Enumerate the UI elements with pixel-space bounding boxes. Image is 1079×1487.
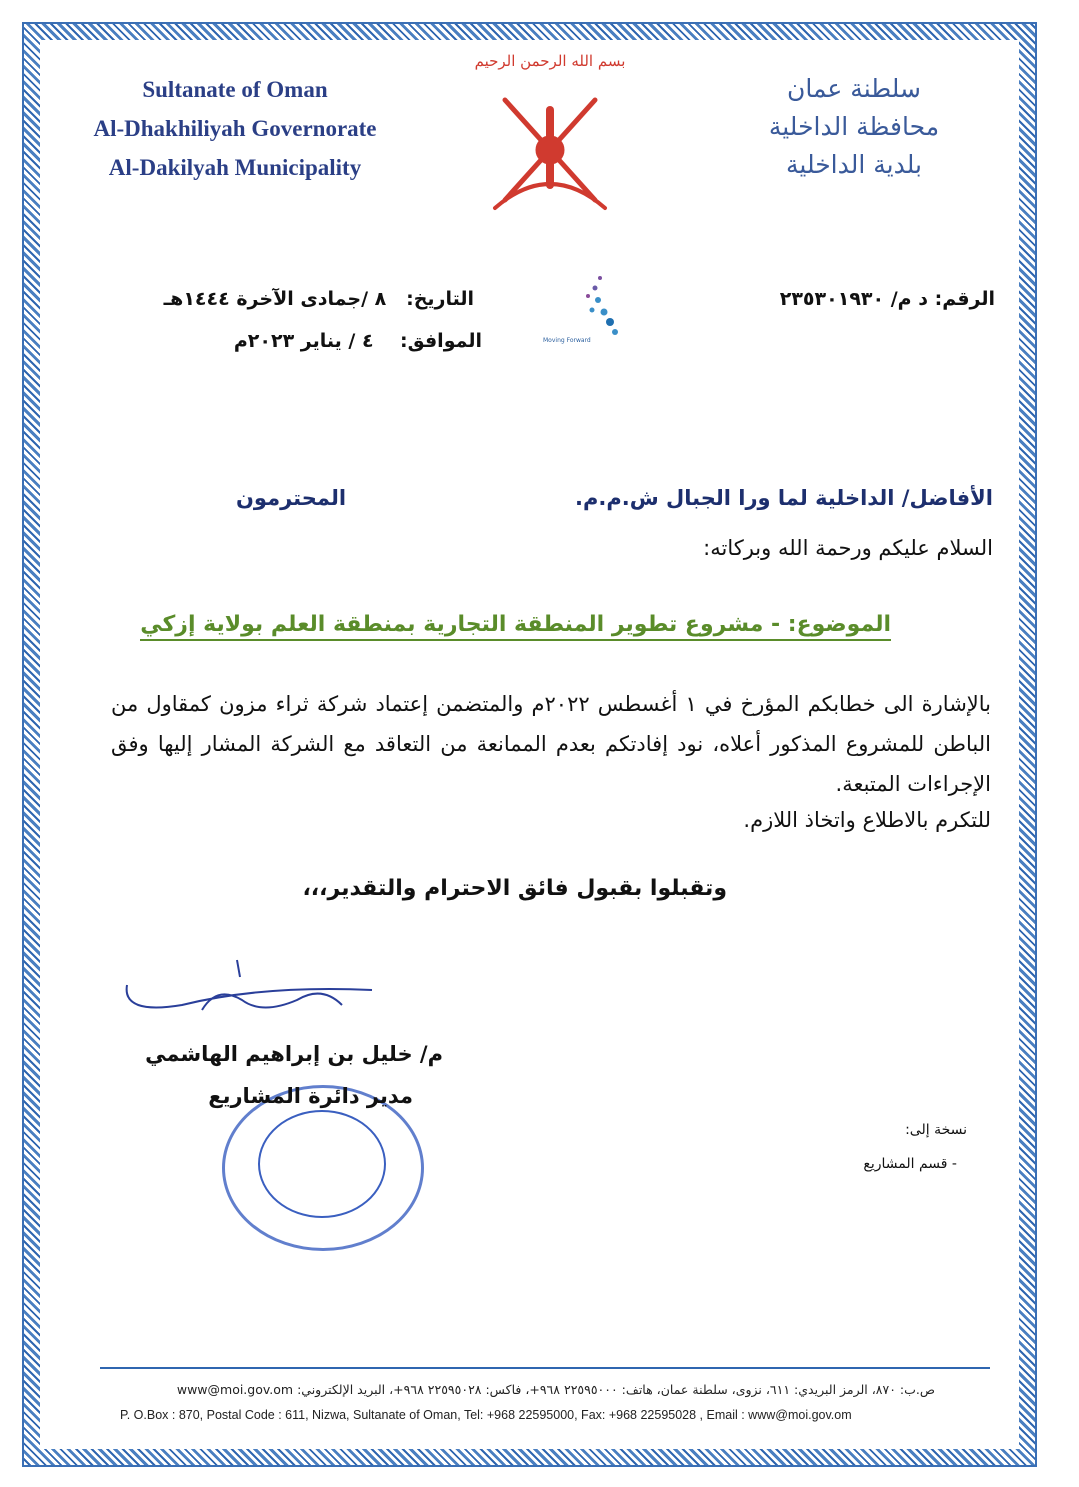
date-value: ٨ /جمادى الآخرة ١٤٤٤هـ <box>163 288 387 310</box>
greg-label: الموافق: <box>400 330 482 352</box>
letterhead-line: سلطنة عمان <box>787 74 921 103</box>
basmala: بسم الله الرحمن الرحيم <box>474 52 626 70</box>
footer-arabic: ص.ب: ٨٧٠، الرمز البريدي: ٦١١، نزوى، سلطنة عمان، هاتف: ٢٢٥٩٥٠٠٠ ٩٦٨+، فاكس: ٢٢٥٩٥٠٢٨ ٩٦٨+، البريد الإلكتروني: www@moi.gov.om <box>176 1382 935 1397</box>
signatory-name: م/ خليل بن إبراهيم الهاشمي <box>145 1042 443 1066</box>
hijri-date <box>164 288 474 310</box>
letterhead-line: Al-Dakilyah Municipality <box>108 155 362 180</box>
footer-divider <box>100 1367 990 1369</box>
ref-value: د م/ ٢٣٥٣٠١٩٣٠ <box>779 288 928 310</box>
honorific: المحترمون <box>236 486 347 510</box>
cc-item: - قسم المشاريع <box>863 1156 957 1172</box>
letterhead-line: بلدية الداخلية <box>786 150 922 179</box>
footer-english: P. O.Box : 870, Postal Code : 611, Nizwa, Sultanate of Oman, Tel: +968 22595000, Fax: +968 22595028 , Email : www@moi.gov.om <box>120 1408 852 1422</box>
greeting: السلام عليكم ورحمة الله وبركاته: <box>703 536 993 560</box>
gregorian-date <box>234 330 482 352</box>
arabic-letterhead <box>749 70 959 184</box>
oman-emblem-icon <box>485 90 615 215</box>
letterhead-line: محافظة الداخلية <box>768 112 940 141</box>
body-paragraph: بالإشارة الى خطابكم المؤرخ في ١ أغسطس ٢٠٢٢م والمتضمن إعتماد شركة ثراء مزون كمقاول من الباطن للمشروع المذكور أعلاه، نود إفادتكم بعدم الممانعة من التعاقد مع الشركة المشار إليها وفق الإجراءات المتبعة. <box>111 692 992 796</box>
subject-line: الموضوع: - مشروع تطوير المنطقة التجارية بمنطقة العلم بولاية إزكي <box>140 612 891 641</box>
signatory-title: مدير دائرة المشاريع <box>208 1084 413 1108</box>
svg-text:Moving Forward: Moving Forward <box>543 337 591 344</box>
ref-label: الرقم: <box>934 288 995 310</box>
letterhead-line: Sultanate of Oman <box>142 77 328 102</box>
letterhead-line: Al-Dhakhiliyah Governorate <box>93 116 377 141</box>
cc-label: نسخة إلى: <box>905 1122 967 1138</box>
closing-line: للتكرم بالاطلاع واتخاذ اللازم. <box>743 808 991 832</box>
official-stamp-inner <box>258 1110 386 1218</box>
oman-vision-logo-icon <box>540 268 655 358</box>
signature-icon <box>122 955 382 1045</box>
english-letterhead <box>90 70 380 187</box>
reference-number <box>780 288 995 310</box>
greg-value: ٤ / يناير ٢٠٢٣م <box>233 330 374 352</box>
regards: وتقبلوا بقبول فائق الاحترام والتقدير،،، <box>302 876 727 901</box>
date-label: التاريخ: <box>406 288 474 310</box>
addressee: الأفاضل/ الداخلية لما ورا الجبال ش.م.م. <box>575 486 993 510</box>
